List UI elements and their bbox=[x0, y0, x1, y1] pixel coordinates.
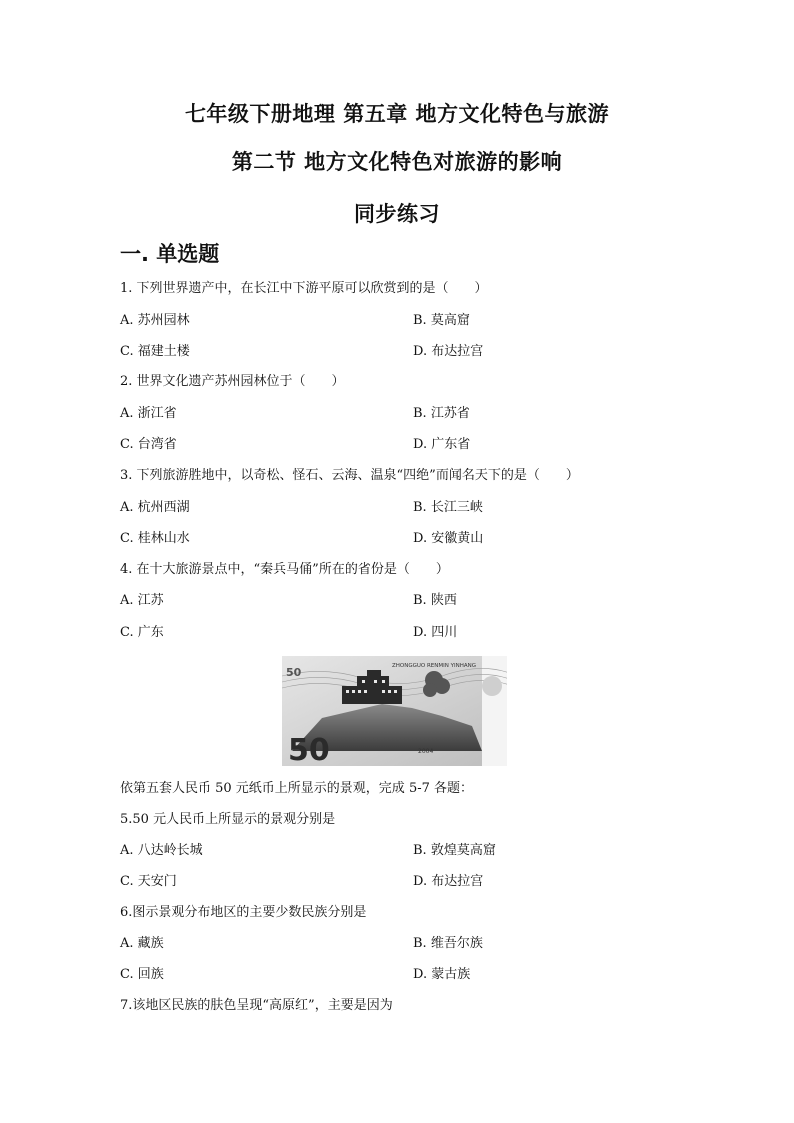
q1-option-a: A. 苏州园林 bbox=[120, 313, 190, 328]
q5-option-b: B. 敦煌莫高窟 bbox=[413, 843, 496, 858]
document-subtitle: 第二节 地方文化特色对旅游的影响 bbox=[231, 150, 563, 174]
q6-option-b: B. 维吾尔族 bbox=[413, 936, 483, 951]
document-title: 七年级下册地理 第五章 地方文化特色与旅游 bbox=[184, 102, 610, 126]
q4-option-c: C. 广东 bbox=[120, 625, 164, 640]
question-3-stem: 3. 下列旅游胜地中，以奇松、怪石、云海、温泉“四绝”而闻名天下的是（ ） bbox=[120, 468, 579, 483]
question-6-stem: 6.图示景观分布地区的主要少数民族分别是 bbox=[120, 905, 367, 920]
q3-option-c: C. 桂林山水 bbox=[120, 531, 190, 546]
q2-option-d: D. 广东省 bbox=[413, 437, 471, 452]
q6-option-a: A. 藏族 bbox=[120, 936, 164, 951]
q3-option-b: B. 长江三峡 bbox=[413, 500, 483, 515]
q3-option-d: D. 安徽黄山 bbox=[413, 531, 484, 546]
fifty-yuan-banknote-image bbox=[282, 656, 507, 766]
question-4-stem: 4. 在十大旅游景点中，“秦兵马俑”所在的省份是（ ） bbox=[120, 562, 449, 577]
q2-option-a: A. 浙江省 bbox=[120, 406, 177, 421]
q2-option-b: B. 江苏省 bbox=[413, 406, 470, 421]
banknote-year: 2004 bbox=[418, 748, 434, 755]
question-2-stem: 2. 世界文化遗产苏州园林位于（ ） bbox=[120, 374, 345, 389]
q4-option-d: D. 四川 bbox=[413, 625, 458, 640]
q6-option-d: D. 蒙古族 bbox=[413, 967, 471, 982]
q6-option-c: C. 回族 bbox=[120, 967, 164, 982]
banknote-pinyin: ZHONGGUO RENMIN YINHANG bbox=[392, 663, 476, 669]
question-5-stem: 5.50 元人民币上所显示的景观分别是 bbox=[120, 812, 336, 827]
q5-option-d: D. 布达拉宫 bbox=[413, 874, 484, 889]
question-7-stem: 7.该地区民族的肤色呈现“高原红”，主要是因为 bbox=[120, 998, 393, 1013]
group-intro: 依第五套人民币 50 元纸币上所显示的景观，完成 5-7 各题： bbox=[120, 781, 474, 796]
q4-option-b: B. 陕西 bbox=[413, 593, 457, 608]
q1-option-c: C. 福建土楼 bbox=[120, 344, 190, 359]
banknote-denomination-large: 50 bbox=[288, 733, 330, 766]
question-1-stem: 1. 下列世界遗产中，在长江中下游平原可以欣赏到的是（ ） bbox=[120, 281, 488, 296]
q1-option-b: B. 莫高窟 bbox=[413, 313, 470, 328]
q2-option-c: C. 台湾省 bbox=[120, 437, 177, 452]
q3-option-a: A. 杭州西湖 bbox=[120, 500, 190, 515]
banknote-denomination-small: 50 bbox=[286, 666, 302, 679]
section-heading: 一. 单选题 bbox=[120, 242, 220, 266]
document-subtitle-practice: 同步练习 bbox=[354, 202, 440, 226]
q1-option-d: D. 布达拉宫 bbox=[413, 344, 484, 359]
q5-option-a: A. 八达岭长城 bbox=[120, 843, 203, 858]
q4-option-a: A. 江苏 bbox=[120, 593, 164, 608]
q5-option-c: C. 天安门 bbox=[120, 874, 177, 889]
